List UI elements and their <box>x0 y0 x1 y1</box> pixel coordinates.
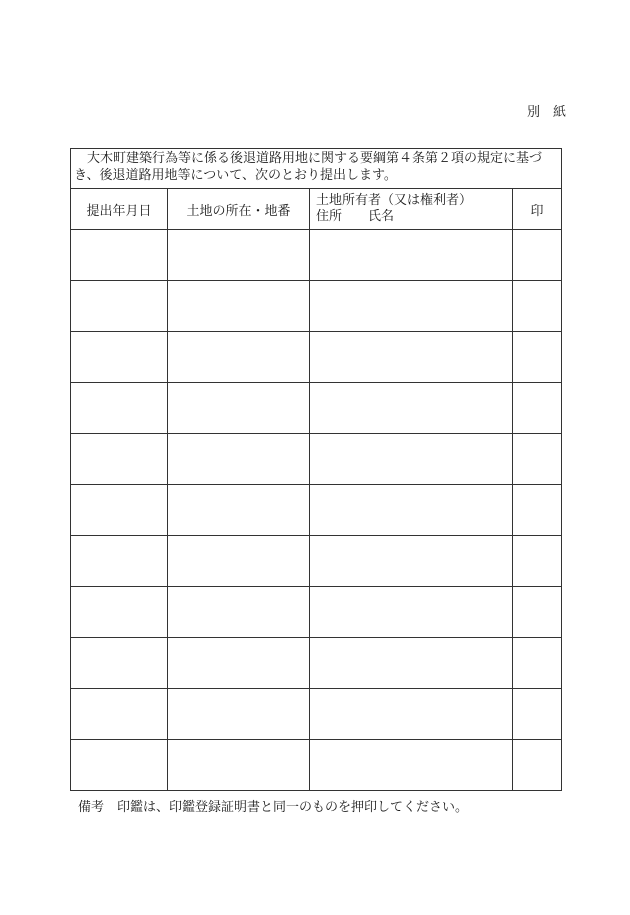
owner-cell[interactable] <box>310 485 513 536</box>
location-cell[interactable] <box>168 383 310 434</box>
seal-cell[interactable] <box>513 689 562 740</box>
table-row <box>71 434 562 485</box>
date-column-header: 提出年月日 <box>71 189 168 230</box>
table-row <box>71 638 562 689</box>
owner-cell[interactable] <box>310 434 513 485</box>
owner-cell[interactable] <box>310 740 513 791</box>
remarks-note: 備考 印鑑は、印鑑登録証明書と同一のものを押印してください。 <box>78 800 469 815</box>
location-cell[interactable] <box>168 638 310 689</box>
seal-column-header: 印 <box>513 189 562 230</box>
date-cell[interactable] <box>71 587 168 638</box>
location-cell[interactable] <box>168 485 310 536</box>
seal-cell[interactable] <box>513 536 562 587</box>
page-label: 別 紙 <box>527 105 567 120</box>
seal-cell[interactable] <box>513 332 562 383</box>
location-cell[interactable] <box>168 332 310 383</box>
seal-cell[interactable] <box>513 587 562 638</box>
date-cell[interactable] <box>71 434 168 485</box>
location-cell[interactable] <box>168 587 310 638</box>
intro-text: 大木町建築行為等に係る後退道路用地に関する要綱第４条第２項の規定に基づき、後退道路用地等について、次のとおり提出します。 <box>71 149 562 189</box>
owner-cell[interactable] <box>310 638 513 689</box>
seal-cell[interactable] <box>513 740 562 791</box>
seal-cell[interactable] <box>513 383 562 434</box>
owner-header-line1: 土地所有者（又は権利者） <box>316 193 473 208</box>
submission-table <box>70 148 562 791</box>
owner-cell[interactable] <box>310 587 513 638</box>
owner-column-header <box>310 189 513 230</box>
date-cell[interactable] <box>71 230 168 281</box>
location-cell[interactable] <box>168 230 310 281</box>
table-row <box>71 332 562 383</box>
location-cell[interactable] <box>168 434 310 485</box>
location-cell[interactable] <box>168 740 310 791</box>
owner-header-line2: 住所 氏名 <box>316 209 395 224</box>
location-cell[interactable] <box>168 536 310 587</box>
table-row <box>71 536 562 587</box>
date-cell[interactable] <box>71 740 168 791</box>
table-row <box>71 485 562 536</box>
owner-cell[interactable] <box>310 332 513 383</box>
table-row <box>71 230 562 281</box>
owner-cell[interactable] <box>310 230 513 281</box>
owner-cell[interactable] <box>310 689 513 740</box>
intro-row <box>71 149 562 189</box>
location-column-header: 土地の所在・地番 <box>168 189 310 230</box>
date-cell[interactable] <box>71 332 168 383</box>
date-cell[interactable] <box>71 689 168 740</box>
date-cell[interactable] <box>71 383 168 434</box>
table-row <box>71 740 562 791</box>
table-row <box>71 383 562 434</box>
owner-cell[interactable] <box>310 281 513 332</box>
seal-cell[interactable] <box>513 638 562 689</box>
table-row <box>71 281 562 332</box>
seal-cell[interactable] <box>513 485 562 536</box>
seal-cell[interactable] <box>513 281 562 332</box>
date-cell[interactable] <box>71 536 168 587</box>
date-cell[interactable] <box>71 638 168 689</box>
date-cell[interactable] <box>71 281 168 332</box>
date-cell[interactable] <box>71 485 168 536</box>
owner-cell[interactable] <box>310 383 513 434</box>
seal-cell[interactable] <box>513 230 562 281</box>
seal-cell[interactable] <box>513 434 562 485</box>
location-cell[interactable] <box>168 281 310 332</box>
table-row <box>71 587 562 638</box>
table-row <box>71 689 562 740</box>
header-row <box>71 189 562 230</box>
location-cell[interactable] <box>168 689 310 740</box>
owner-cell[interactable] <box>310 536 513 587</box>
